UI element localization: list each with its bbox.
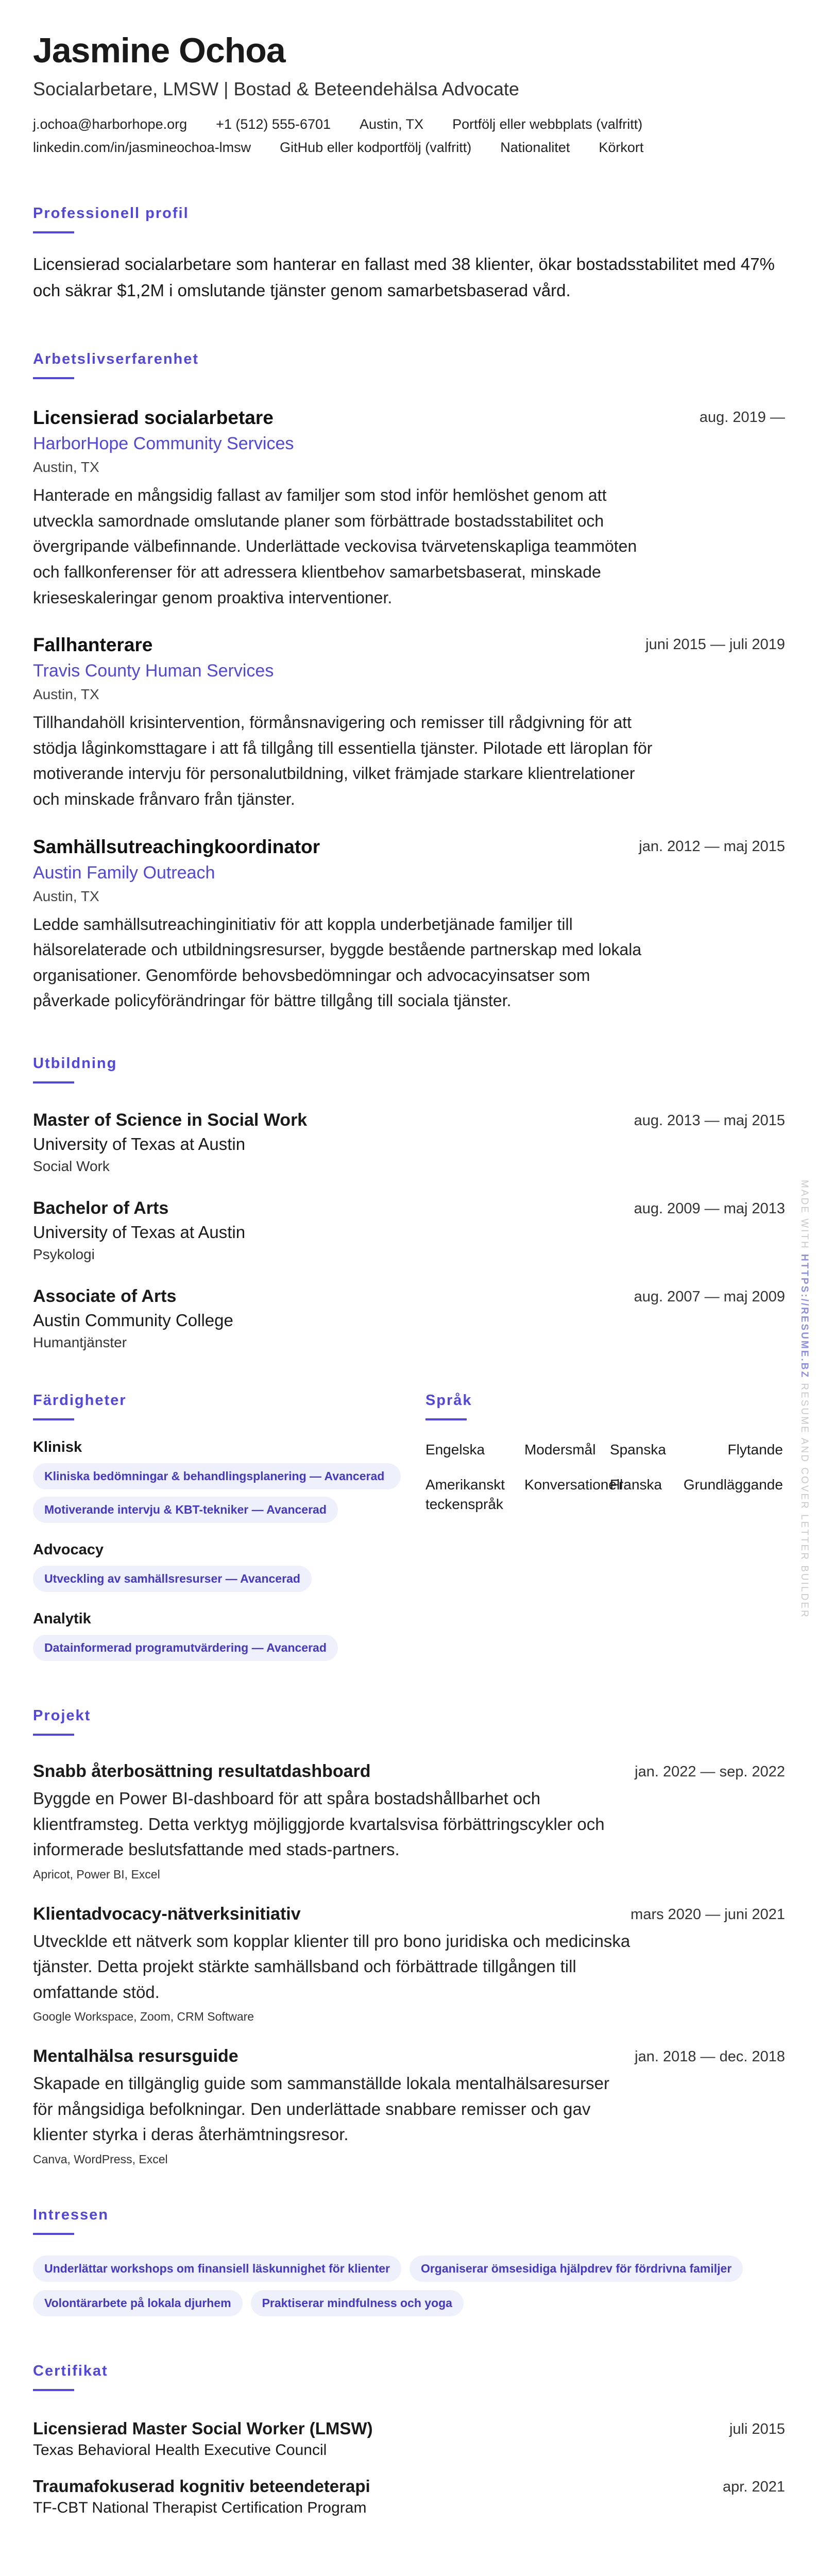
certificate-date: apr. 2021 bbox=[723, 2478, 785, 2495]
watermark-suffix: RESUME AND COVER LETTER BUILDER bbox=[799, 1383, 810, 1619]
section-divider bbox=[425, 1418, 467, 1420]
education-item bbox=[33, 1286, 785, 1351]
candidate-headline: Socialarbetare, LMSW | Bostad & Beteendehälsa Advocate bbox=[33, 78, 519, 99]
education-section bbox=[33, 1055, 785, 1351]
skill-chip: Kliniska bedömningar & behandlingsplanering — Avancerad bbox=[33, 1463, 401, 1489]
job-title: Licensierad socialarbetare bbox=[33, 407, 274, 429]
section-title: Färdigheter bbox=[33, 1392, 127, 1409]
project-tech: Canva, WordPress, Excel bbox=[33, 2152, 168, 2166]
language-name: Franska bbox=[609, 1476, 662, 1493]
experience-section bbox=[33, 351, 785, 1014]
section-divider bbox=[33, 2389, 74, 2391]
project-date: mars 2020 — juni 2021 bbox=[630, 1906, 785, 1923]
section-divider bbox=[33, 377, 74, 379]
projects-section bbox=[33, 1707, 785, 2166]
project-tech: Apricot, Power BI, Excel bbox=[33, 1867, 160, 1881]
section-divider bbox=[33, 1734, 74, 1736]
profile-section bbox=[33, 205, 785, 303]
certificate-date: juli 2015 bbox=[729, 2420, 785, 2437]
project-description: Byggde en Power BI-dashboard för att spåra bostadshållbarhet och klientframsteg. Detta verktyg möjliggjorde kvartalsvisa förbättringscykler och informerade beslutsfattande med stads-partners. bbox=[33, 1789, 605, 1859]
interest-list bbox=[33, 2256, 785, 2316]
candidate-name: Jasmine Ochoa bbox=[33, 31, 285, 70]
school-name: University of Texas at Austin bbox=[33, 1134, 246, 1154]
language-name: Spanska bbox=[609, 1442, 666, 1458]
certificates-section bbox=[33, 2363, 785, 2517]
language-level: Modersmål bbox=[524, 1442, 596, 1458]
education-item bbox=[33, 1198, 785, 1263]
contact-github[interactable]: GitHub eller kodportfölj (valfritt) bbox=[280, 140, 472, 155]
experience-item bbox=[33, 634, 785, 812]
section-divider bbox=[33, 1081, 74, 1083]
contact-email[interactable]: j.ochoa@harborhope.org bbox=[33, 116, 188, 132]
project-name: Mentalhälsa resursguide bbox=[33, 2046, 238, 2066]
skill-group-label: Advocacy bbox=[33, 1541, 104, 1558]
education-date: aug. 2009 — maj 2013 bbox=[634, 1200, 785, 1217]
interest-chip: Underlättar workshops om finansiell läskunnighet för klienter bbox=[33, 2256, 401, 2282]
resume-header bbox=[33, 33, 785, 156]
section-divider bbox=[33, 231, 74, 233]
job-location: Austin, TX bbox=[33, 888, 99, 904]
section-title: Utbildning bbox=[33, 1055, 117, 1072]
watermark bbox=[798, 1180, 810, 1619]
job-organization[interactable]: Travis County Human Services bbox=[33, 661, 274, 681]
project-item bbox=[33, 2046, 785, 2166]
skills-languages-row bbox=[33, 1392, 785, 1661]
skill-group-label: Analytik bbox=[33, 1611, 91, 1628]
language-level: Flytande bbox=[727, 1442, 783, 1458]
job-date: aug. 2019 — bbox=[699, 409, 785, 426]
job-organization[interactable]: Austin Family Outreach bbox=[33, 862, 215, 883]
section-title: Arbetslivserfarenhet bbox=[33, 351, 199, 368]
resume-page bbox=[33, 33, 785, 2517]
language-level: Grundläggande bbox=[683, 1476, 783, 1493]
project-description: Skapade en tillgänglig guide som sammanställde lokala mentalhälsaresurser för mångsidiga befolkningar. Den underlättade snabbare remisser och gav klienter styrka i deras återhämtningsresor. bbox=[33, 2074, 609, 2144]
section-title: Språk bbox=[425, 1392, 472, 1409]
education-date: aug. 2007 — maj 2009 bbox=[634, 1289, 785, 1305]
certificate-item bbox=[33, 2419, 785, 2459]
job-description: Tillhandahöll krisintervention, förmånsnavigering och remisser till rådgivning för att stödja låginkomsttagare i att få tillgång till essentiella tjänster. Pilotade ett läroplan för motiverande intervju för personalutbildning, vilket främjade starkare klientrelationer och minskade frånvaro från tjänster. bbox=[33, 713, 653, 809]
project-name: Snabb återbosättning resultatdashboard bbox=[33, 1761, 371, 1782]
job-title: Samhällsutreachingkoordinator bbox=[33, 836, 320, 857]
skill-chip: Datainformerad programutvärdering — Avancerad bbox=[33, 1635, 338, 1661]
contact-list bbox=[33, 116, 764, 156]
interest-chip: Volontärarbete på lokala djurhem bbox=[33, 2290, 243, 2316]
skill-group-label: Klinisk bbox=[33, 1439, 82, 1455]
section-title: Certifikat bbox=[33, 2362, 108, 2379]
language-name: Amerikanskt teckenspråk bbox=[425, 1476, 505, 1512]
job-date: jan. 2012 — maj 2015 bbox=[639, 838, 785, 855]
project-date: jan. 2018 — dec. 2018 bbox=[635, 2048, 785, 2065]
job-description: Ledde samhällsutreachinginitiativ för att koppla underbetjänade familjer till hälsorelaterade och utbildningsresurser, byggde bestående partnerskap med lokala organisationer. Genomförde behovsbedömningar och advocacyinsatser som påverkade policyförändringar för bättre tillgång till sociala tjänster. bbox=[33, 914, 642, 1010]
job-organization[interactable]: HarborHope Community Services bbox=[33, 434, 294, 454]
certificate-issuer: Texas Behavioral Health Executive Council bbox=[33, 2441, 327, 2459]
section-divider bbox=[33, 2233, 74, 2235]
language-name: Engelska bbox=[425, 1442, 485, 1458]
interests-section bbox=[33, 2207, 785, 2316]
contact-location: Austin, TX bbox=[360, 116, 424, 132]
section-title: Professionell profil bbox=[33, 205, 189, 222]
project-date: jan. 2022 — sep. 2022 bbox=[635, 1764, 785, 1781]
experience-item bbox=[33, 836, 785, 1014]
skill-chip: Utveckling av samhällsresurser — Avancerad bbox=[33, 1566, 312, 1592]
watermark-prefix: MADE WITH bbox=[799, 1180, 810, 1250]
project-description: Utvecklde ett nätverk som kopplar klienter till pro bono juridiska och medicinska tjänster. Detta projekt stärkte samhällsband och förbättrade tillgången till omfattande stöd. bbox=[33, 1931, 630, 2002]
skill-chip: Motiverande intervju & KBT-tekniker — Avancerad bbox=[33, 1497, 338, 1523]
certificate-name: Licensierad Master Social Worker (LMSW) bbox=[33, 2418, 373, 2438]
job-date: juni 2015 — juli 2019 bbox=[645, 636, 785, 653]
skills-section bbox=[33, 1392, 418, 1661]
job-location: Austin, TX bbox=[33, 686, 99, 703]
contact-nationality: Nationalitet bbox=[500, 140, 570, 155]
contact-phone[interactable]: +1 (512) 555-6701 bbox=[216, 116, 331, 132]
education-date: aug. 2013 — maj 2015 bbox=[634, 1112, 785, 1129]
job-title: Fallhanterare bbox=[33, 634, 153, 656]
study-area: Psykologi bbox=[33, 1246, 95, 1262]
watermark-link[interactable]: HTTPS://RESUME.BZ bbox=[799, 1254, 810, 1379]
project-tech: Google Workspace, Zoom, CRM Software bbox=[33, 2010, 254, 2024]
certificate-item bbox=[33, 2477, 785, 2517]
certificate-name: Traumafokuserad kognitiv beteendeterapi bbox=[33, 2476, 370, 2496]
certificate-issuer: TF-CBT National Therapist Certification Program bbox=[33, 2499, 367, 2516]
language-row bbox=[425, 1475, 785, 1514]
project-name: Klientadvocacy-nätverksinitiativ bbox=[33, 1904, 301, 1924]
job-description: Hanterade en mångsidig fallast av familjer som stod inför hemlöshet genom att utveckla samordnade omslutande planer som förbättrade bostadsstabilitet och övergripande välbefinnande. Underlättade veckovisa tvärvetenskapliga teammöten och fallkonferenser för att adressera klientbehov samarbetsbaserat, minskade krieseskaleringar genom proaktiva interventioner. bbox=[33, 486, 637, 607]
interest-chip: Praktiserar mindfulness och yoga bbox=[251, 2290, 464, 2316]
profile-text: Licensierad socialarbetare som hanterar en fallast med 38 klienter, ökar bostadsstabilitet med 47% och säkrar $1,2M i omslutande tjänster genom samarbetsbaserad vård. bbox=[33, 255, 775, 300]
contact-linkedin[interactable]: linkedin.com/in/jasmineochoa-lmsw bbox=[33, 140, 251, 155]
school-name: Austin Community College bbox=[33, 1311, 233, 1330]
contact-drivers-license: Körkort bbox=[599, 140, 644, 155]
languages-section bbox=[425, 1392, 785, 1661]
language-row bbox=[425, 1440, 785, 1460]
interest-chip: Organiserar ömsesidiga hjälpdrev för fördrivna familjer bbox=[410, 2256, 743, 2282]
project-item bbox=[33, 1761, 785, 1882]
degree-title: Bachelor of Arts bbox=[33, 1198, 169, 1218]
project-item bbox=[33, 1904, 785, 2024]
section-divider bbox=[33, 1418, 74, 1420]
study-area: Social Work bbox=[33, 1158, 110, 1174]
school-name: University of Texas at Austin bbox=[33, 1223, 246, 1242]
section-title: Projekt bbox=[33, 1707, 91, 1724]
study-area: Humantjänster bbox=[33, 1334, 127, 1350]
education-item bbox=[33, 1110, 785, 1175]
degree-title: Master of Science in Social Work bbox=[33, 1110, 308, 1130]
job-location: Austin, TX bbox=[33, 459, 99, 476]
language-level: Konversationell bbox=[524, 1476, 623, 1493]
degree-title: Associate of Arts bbox=[33, 1286, 177, 1306]
section-title: Intressen bbox=[33, 2206, 109, 2223]
contact-portfolio[interactable]: Portfölj eller webbplats (valfritt) bbox=[452, 116, 643, 132]
experience-item bbox=[33, 407, 785, 611]
